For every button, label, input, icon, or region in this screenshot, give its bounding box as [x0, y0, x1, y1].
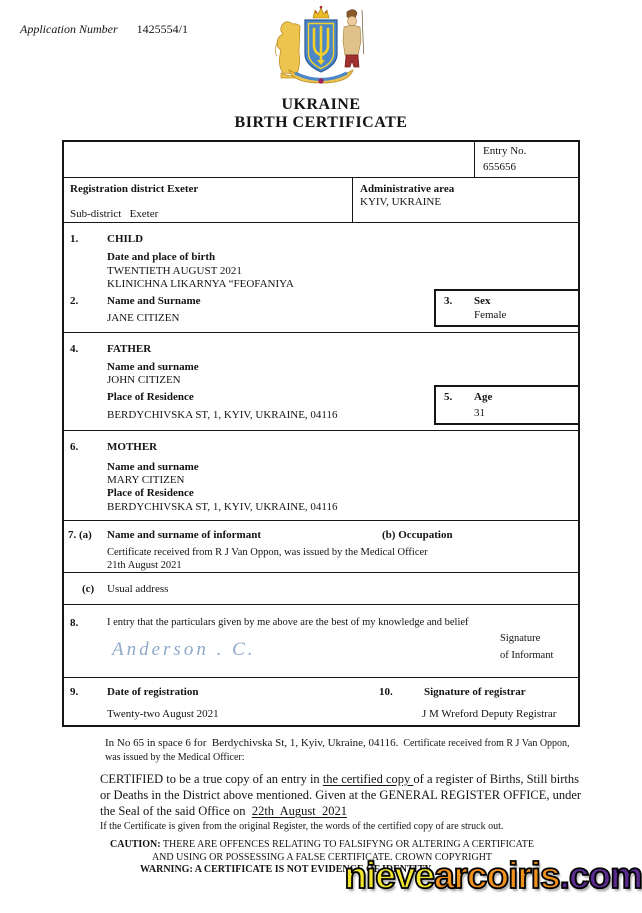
birth-place: KLINICHNA LIKARNYA “FEOFANIYA — [107, 278, 294, 290]
father-num: 4. — [70, 343, 79, 355]
sex-num: 3. — [444, 295, 453, 307]
district-row — [64, 177, 578, 223]
name-value: JANE CITIZEN — [107, 312, 180, 324]
certified-date-underlined: 22th August 2021 — [251, 804, 347, 818]
entry-no-value: 655656 — [483, 161, 516, 173]
lion-supporter-icon — [275, 22, 300, 78]
entry-note-main: In No 65 in space 6 for Berdychivska St, 1, Kyiv, Ukraine, 04116. — [105, 737, 399, 749]
child-num: 1. — [70, 233, 79, 245]
registration-value: Twenty-two August 2021 — [107, 708, 219, 720]
mother-name-label: Name and surname — [107, 461, 199, 473]
informant-detail-1: Certificate received from R J Van Oppon, was issued by the Medical Officer — [107, 547, 428, 558]
name-num: 2. — [70, 295, 79, 307]
usual-address-section — [64, 572, 578, 605]
informant-detail-2: 21th August 2021 — [107, 560, 182, 571]
age-value: 31 — [474, 407, 485, 419]
cossack-supporter-icon — [343, 10, 364, 67]
admin-area-value: KYIV, UKRAINE — [360, 196, 442, 208]
child-title: CHILD — [107, 233, 144, 245]
entry-note-line2: was issued by the Medical Officer: — [105, 752, 245, 763]
name-label: Name and Surname — [107, 295, 201, 307]
birth-date: TWENTIETH AUGUST 2021 — [107, 265, 242, 277]
crown-icon — [313, 6, 329, 18]
registrar-value: J M Wreford Deputy Registrar — [422, 708, 557, 720]
document-title: BIRTH CERTIFICATE — [234, 114, 408, 131]
caution-label: CAUTION: — [110, 839, 161, 850]
sex-label: Sex — [474, 295, 491, 307]
ukraine-coat-of-arms-icon — [269, 4, 373, 96]
sex-box — [434, 289, 578, 327]
mother-residence-label: Place of Residence — [107, 487, 194, 499]
age-label: Age — [474, 391, 493, 403]
entry-note-extra: Certificate received from R J Van Oppon, — [398, 738, 570, 749]
usual-address-num: (c) — [82, 583, 95, 595]
trident-shield-icon — [305, 20, 337, 72]
informant-num: 7. (a) — [68, 529, 92, 541]
declaration-num: 8. — [70, 617, 79, 629]
certificate-table — [62, 140, 580, 727]
admin-area-label: Administrative area — [360, 183, 455, 195]
sex-value: Female — [474, 309, 507, 321]
father-residence-label: Place of Residence — [107, 391, 194, 403]
district-divider — [352, 178, 353, 223]
application-number-value: 1425554/1 — [136, 22, 189, 36]
age-box — [434, 385, 578, 425]
mother-section — [64, 430, 578, 521]
father-name-value: JOHN CITIZEN — [107, 374, 181, 386]
watermark-segment-nieve: nieve — [344, 855, 434, 896]
father-name-label: Name and surname — [107, 361, 199, 373]
certified-line1-pre: CERTIFIED to be a true copy of an entry in — [100, 772, 323, 786]
entry-no-label: Entry No. — [483, 145, 527, 157]
mother-title: MOTHER — [107, 441, 158, 453]
registration-section — [64, 677, 578, 728]
application-number — [20, 22, 188, 37]
certified-line1-post: of a register of Births, Still births — [413, 772, 580, 786]
certified-copy-underlined: the certified copy — [322, 772, 414, 786]
entry-note-line1 — [105, 737, 570, 749]
usual-address-label: Usual address — [107, 583, 169, 595]
entry-cell — [474, 142, 578, 177]
watermark-segment-com: .com — [559, 855, 642, 896]
birth-label: Date and place of birth — [107, 251, 216, 263]
warning-line: WARNING: A CERTIFICATE IS NOT EVIDENCE OF IDENTITY — [140, 864, 432, 875]
registration-label: Date of registration — [107, 686, 199, 698]
occupation-label: (b) Occupation — [382, 529, 453, 541]
signature-label-1: Signature — [500, 633, 541, 644]
father-title: FATHER — [107, 343, 152, 355]
child-section — [64, 222, 578, 333]
registrar-num: 10. — [379, 686, 393, 698]
application-number-label: Application Number — [20, 22, 118, 36]
mother-num: 6. — [70, 441, 79, 453]
informant-section — [64, 520, 578, 573]
mother-residence-value: BERDYCHIVSKA ST, 1, KYIV, UKRAINE, 04116 — [107, 501, 338, 513]
father-residence-value: BERDYCHIVSKA ST, 1, KYIV, UKRAINE, 04116 — [107, 409, 338, 421]
informant-signature: Anderson . C. — [112, 639, 256, 660]
watermark-nievearcoiris — [344, 855, 642, 897]
certified-line3 — [100, 804, 347, 819]
caution-text: THERE ARE OFFENCES RELATING TO FALSIFYNG OR ALTERING A CERTIFICATE — [160, 839, 534, 850]
certified-line1 — [100, 772, 579, 787]
father-section — [64, 332, 578, 431]
signature-label-2: of Informant — [500, 650, 554, 661]
registration-district: Registration district Exeter — [70, 183, 199, 195]
declaration-section — [64, 604, 578, 678]
registration-num: 9. — [70, 686, 79, 698]
country-title: UKRAINE — [281, 96, 361, 113]
informant-name-label: Name and surname of informant — [107, 529, 261, 541]
registrar-label: Signature of registrar — [424, 686, 526, 698]
certified-line3-pre: the Seal of the said Office on — [100, 804, 252, 818]
caution-line2: AND USING OR POSSESSING A FALSE CERTIFICATE. CROWN COPYRIGHT — [151, 852, 493, 863]
original-register-note: If the Certificate is given from the original Register, the words of the certified copy of are struck out. — [100, 821, 504, 832]
certified-line2: or Deaths in the District above mentioned. Given at the GENERAL REGISTER OFFICE, under — [100, 788, 582, 802]
entry-row — [64, 142, 578, 177]
watermark-segment-arcoiris: arcoiris — [433, 855, 560, 896]
sub-district: Sub-district Exeter — [70, 208, 159, 220]
age-num: 5. — [444, 391, 453, 403]
mother-name-value: MARY CITIZEN — [107, 474, 185, 486]
declaration-text: I entry that the particulars given by me above are the best of my knowledge and belief — [107, 617, 469, 628]
